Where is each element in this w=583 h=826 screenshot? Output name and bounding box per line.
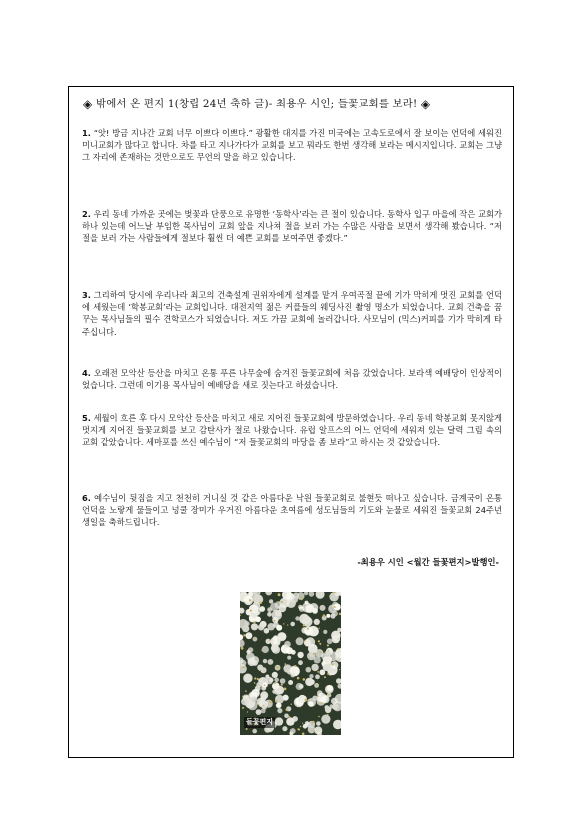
paragraph-3: [82, 289, 502, 338]
paragraph-number: 3.: [82, 290, 91, 300]
letter-frame: [68, 86, 514, 758]
letter-title: 밖에서 온 편지 1(창립 24년 축하 글)- 최용우 시인; 들꽃교회를 보라!: [95, 98, 418, 110]
letter-title-row: [83, 95, 503, 111]
paragraph-5: [82, 412, 502, 449]
paragraph-number: 2.: [82, 209, 91, 219]
paragraph-6: [82, 492, 502, 529]
paragraph-4: [82, 367, 502, 391]
paragraph-text: 오래전 모악산 등산을 마치고 온통 푸른 나무숲에 숨겨진 들꽃교회에 처음 갔었습니다. 보라색 예배당이 인상적이었습니다. 그런데 이기용 목사님이 예배당을 새로 짓는다고 하셨습니다.: [82, 368, 503, 391]
paragraph-number: 1.: [82, 128, 91, 138]
signature: -최용우 시인 <월간 들꽃편지>발행인-: [357, 557, 499, 567]
paragraph-2: [82, 208, 502, 245]
diamond-bullet-icon: ◈: [420, 97, 431, 111]
paragraph-text: 세월이 흐른 후 다시 모악산 등산을 마치고 새로 지어진 들꽃교회에 방문하였습니다. 우리 동네 학봉교회 못지않게 멋지게 지어진 들꽃교회를 보고 감탄사가 절로 나왔습니다. 유럽 알프스의 어느 언덕에 세워져 있는 달력 그림 속의 교회 같았습니다. 세마포를 쓰신 예수님이 “저 들꽃교회의 마당을 좀 보라”고 하시는 것 같았습니다.: [82, 413, 502, 448]
paragraph-number: 4.: [82, 368, 91, 378]
paragraph-text: 예수님이 뒷짐을 지고 천천히 거니실 것 같은 아름다운 낙원 들꽃교회로 불현듯 떠나고 싶습니다. 금계국이 온통 언덕을 노랗게 물들이고 넝쿨 장미가 우거진 아름다운 초여름에 성도님들의 기도와 눈물로 세워진 들꽃교회 24주년 생일을 축하드립니다.: [82, 493, 502, 528]
flower-photo: [240, 592, 341, 735]
paragraph-text: 그리하여 당시에 우리나라 최고의 건축설계 권위자에게 설계를 맡겨 우여곡절 끝에 기가 막히게 멋진 교회를 언덕에 세웠는데 ‘학봉교회’라는 교회입니다. 대전지역 젊은 커플들의 웨딩사진 촬영 명소가 되었습니다. 교회 건축을 꿈꾸는 목사님들의 필수 견학코스가 되었습니다. 저도 가끔 교회에 놀러갑니다. 사모님이 (믹스)커피를 기가 막히게 타 주십니다.: [82, 290, 502, 337]
photo-watermark: 들꽃편지: [246, 718, 274, 726]
paragraph-text: “앗! 방금 지나간 교회 너무 이쁘다 이쁘다.” 광활한 대지를 가진 미국에는 고속도로에서 잘 보이는 언덕에 세워진 미니교회가 많다고 합니다. 차를 타고 지나가다가 교회를 보고 뭐라도 한번 생각해 보라는 메시지입니다. 교회는 그냥 그 자리에 존재하는 것만으로도 무언의 말을 하고 있습니다.: [82, 128, 503, 163]
white-flowers-image: [240, 592, 341, 735]
diamond-bullet-icon: ◈: [83, 97, 93, 111]
paragraph-number: 6.: [82, 493, 91, 503]
paragraph-1: [82, 127, 502, 164]
paragraph-text: 우리 동네 가까운 곳에는 벚꽃과 단풍으로 유명한 ‘동학사’라는 큰 절이 있습니다. 동학사 입구 마을에 작은 교회가 하나 있는데 어느날 부임한 목사님이 교회 앞을 지나쳐 절을 보러 가는 수많은 사람을 보면서 생각해 봤습니다. “저 절을 보러 가는 사람들에게 절보다 훨씬 더 예쁜 교회를 보여주면 좋겠다.”: [82, 209, 502, 244]
paragraph-number: 5.: [82, 413, 91, 423]
